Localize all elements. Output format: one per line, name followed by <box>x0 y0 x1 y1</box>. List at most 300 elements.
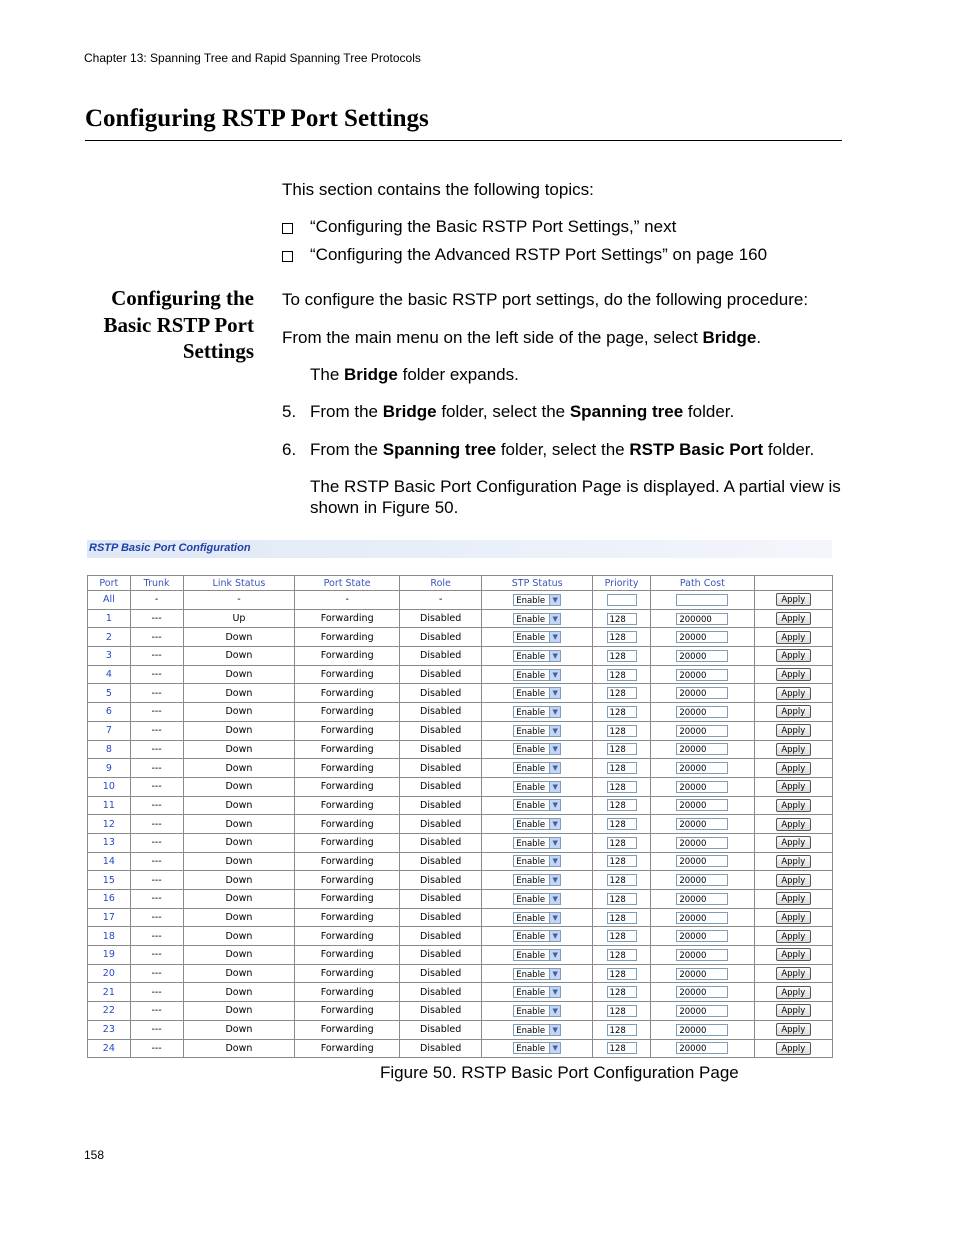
role-cell: Disabled <box>400 609 482 628</box>
port-cell[interactable]: 13 <box>88 833 131 852</box>
stp-status-cell <box>482 628 593 647</box>
stp-status-select[interactable] <box>513 613 561 625</box>
port-cell[interactable]: 10 <box>88 777 131 796</box>
step-text: From the main menu on the left side of the page, select <box>282 328 703 347</box>
port-cell[interactable]: 1 <box>88 609 131 628</box>
stp-status-value: Enable <box>516 726 546 737</box>
priority-input[interactable]: 128 <box>607 687 637 699</box>
apply-cell <box>754 796 832 815</box>
path-cost-input[interactable]: 20000 <box>676 631 728 643</box>
priority-input[interactable]: 128 <box>607 930 637 942</box>
priority-input[interactable]: 128 <box>607 1024 637 1036</box>
stp-status-select[interactable] <box>513 912 561 924</box>
step-text: folder. <box>763 440 815 459</box>
path-cost-input[interactable]: 20000 <box>676 799 728 811</box>
chevron-down-icon[interactable]: ▼ <box>549 744 560 754</box>
table-row <box>88 815 833 834</box>
priority-input[interactable]: 128 <box>607 986 637 998</box>
link-status-cell: Down <box>183 628 295 647</box>
stp-status-select[interactable] <box>513 687 561 699</box>
link-status-cell: Down <box>183 908 295 927</box>
table-row <box>88 852 833 871</box>
chevron-down-icon[interactable]: ▼ <box>549 1043 560 1053</box>
port-cell[interactable]: 15 <box>88 871 131 890</box>
stp-status-select[interactable] <box>513 874 561 886</box>
apply-button[interactable]: Apply <box>776 874 811 887</box>
port-state-cell: Forwarding <box>295 964 400 983</box>
stp-status-cell <box>482 777 593 796</box>
stp-status-cell <box>482 609 593 628</box>
role-cell: - <box>400 591 482 610</box>
path-cost-input[interactable]: 20000 <box>676 949 728 961</box>
chevron-down-icon[interactable]: ▼ <box>549 1025 560 1035</box>
port-state-cell: Forwarding <box>295 927 400 946</box>
priority-input[interactable]: 128 <box>607 968 637 980</box>
stp-status-value: Enable <box>516 764 546 775</box>
table-row <box>88 1039 833 1058</box>
port-cell[interactable]: 12 <box>88 815 131 834</box>
apply-cell <box>754 871 832 890</box>
port-cell[interactable]: 14 <box>88 852 131 871</box>
path-cost-cell <box>651 684 755 703</box>
path-cost-input[interactable]: 20000 <box>676 818 728 830</box>
apply-button[interactable]: Apply <box>776 855 811 868</box>
column-header: Path Cost <box>651 576 755 591</box>
port-cell[interactable]: All <box>88 591 131 610</box>
port-cell[interactable]: 3 <box>88 647 131 666</box>
chevron-down-icon[interactable]: ▼ <box>549 782 560 792</box>
link-status-cell: Down <box>183 964 295 983</box>
stp-status-select[interactable] <box>513 669 561 681</box>
chevron-down-icon[interactable]: ▼ <box>549 950 560 960</box>
step-text: From the <box>310 402 383 421</box>
chevron-down-icon[interactable]: ▼ <box>549 875 560 885</box>
stp-status-select[interactable] <box>513 855 561 867</box>
topic-item <box>282 217 676 237</box>
apply-button[interactable]: Apply <box>776 967 811 980</box>
priority-cell <box>593 964 651 983</box>
stp-status-select[interactable] <box>513 706 561 718</box>
path-cost-input[interactable]: 200000 <box>676 613 728 625</box>
apply-cell <box>754 852 832 871</box>
role-cell: Disabled <box>400 647 482 666</box>
stp-status-select[interactable] <box>513 594 561 606</box>
chevron-down-icon[interactable]: ▼ <box>549 856 560 866</box>
path-cost-input[interactable]: 20000 <box>676 762 728 774</box>
path-cost-input[interactable]: 20000 <box>676 855 728 867</box>
chevron-down-icon[interactable]: ▼ <box>549 707 560 717</box>
port-state-cell: Forwarding <box>295 833 400 852</box>
port-state-cell: Forwarding <box>295 609 400 628</box>
step-bold: Bridge <box>702 328 757 347</box>
stp-status-value: Enable <box>516 894 546 905</box>
trunk-cell: --- <box>130 684 183 703</box>
path-cost-input[interactable]: 20000 <box>676 874 728 886</box>
path-cost-input[interactable]: 20000 <box>676 725 728 737</box>
stp-status-cell <box>482 890 593 909</box>
chevron-down-icon[interactable]: ▼ <box>549 670 560 680</box>
role-cell: Disabled <box>400 964 482 983</box>
port-state-cell: Forwarding <box>295 740 400 759</box>
stp-status-value: Enable <box>516 614 546 625</box>
stp-status-select[interactable] <box>513 986 561 998</box>
chevron-down-icon[interactable]: ▼ <box>549 614 560 624</box>
topic-item <box>282 245 767 265</box>
apply-cell <box>754 1002 832 1021</box>
stp-status-value: Enable <box>516 1025 546 1036</box>
priority-input[interactable]: 128 <box>607 855 637 867</box>
priority-input[interactable]: 128 <box>607 669 637 681</box>
port-cell[interactable]: 8 <box>88 740 131 759</box>
port-state-cell: Forwarding <box>295 759 400 778</box>
port-state-cell: Forwarding <box>295 890 400 909</box>
stp-status-select[interactable] <box>513 650 561 662</box>
path-cost-cell <box>651 796 755 815</box>
apply-button[interactable]: Apply <box>776 762 811 775</box>
role-cell: Disabled <box>400 833 482 852</box>
priority-cell <box>593 740 651 759</box>
port-cell[interactable]: 18 <box>88 927 131 946</box>
priority-input[interactable]: 128 <box>607 893 637 905</box>
path-cost-input[interactable]: 20000 <box>676 1042 728 1054</box>
stp-status-value: Enable <box>516 745 546 756</box>
role-cell: Disabled <box>400 665 482 684</box>
table-row <box>88 684 833 703</box>
stp-status-select[interactable] <box>513 631 561 643</box>
chevron-down-icon[interactable]: ▼ <box>549 1006 560 1016</box>
stp-status-value: Enable <box>516 857 546 868</box>
trunk-cell: --- <box>130 703 183 722</box>
table-row <box>88 871 833 890</box>
priority-input[interactable]: 128 <box>607 650 637 662</box>
apply-button[interactable]: Apply <box>776 687 811 700</box>
table-row <box>88 1002 833 1021</box>
column-header: Role <box>400 576 482 591</box>
stp-status-cell <box>482 1020 593 1039</box>
path-cost-cell <box>651 609 755 628</box>
chevron-down-icon[interactable]: ▼ <box>549 931 560 941</box>
port-state-cell: Forwarding <box>295 946 400 965</box>
link-status-cell: Down <box>183 927 295 946</box>
step-bold: Spanning tree <box>569 402 684 421</box>
priority-cell <box>593 647 651 666</box>
port-state-cell: Forwarding <box>295 721 400 740</box>
path-cost-cell <box>651 946 755 965</box>
path-cost-cell <box>651 852 755 871</box>
stp-status-cell <box>482 946 593 965</box>
stp-status-cell <box>482 871 593 890</box>
priority-input[interactable]: 128 <box>607 912 637 924</box>
chevron-down-icon[interactable]: ▼ <box>549 651 560 661</box>
apply-button[interactable]: Apply <box>776 705 811 718</box>
priority-cell <box>593 796 651 815</box>
path-cost-input[interactable]: 20000 <box>676 650 728 662</box>
port-cell[interactable]: 4 <box>88 665 131 684</box>
path-cost-cell <box>651 927 755 946</box>
port-state-cell: Forwarding <box>295 815 400 834</box>
priority-input[interactable]: 128 <box>607 1005 637 1017</box>
apply-cell <box>754 665 832 684</box>
apply-button[interactable]: Apply <box>776 668 811 681</box>
port-cell[interactable]: 19 <box>88 946 131 965</box>
trunk-cell: --- <box>130 777 183 796</box>
path-cost-cell <box>651 777 755 796</box>
apply-cell <box>754 684 832 703</box>
apply-cell <box>754 927 832 946</box>
port-cell[interactable]: 2 <box>88 628 131 647</box>
apply-button[interactable]: Apply <box>776 593 811 606</box>
table-row <box>88 983 833 1002</box>
chevron-down-icon[interactable]: ▼ <box>549 913 560 923</box>
chevron-down-icon[interactable]: ▼ <box>549 838 560 848</box>
step-text: folder, select the <box>436 402 570 421</box>
column-header: Port <box>88 576 131 591</box>
stp-status-cell <box>482 833 593 852</box>
table-row <box>88 740 833 759</box>
apply-button[interactable]: Apply <box>776 724 811 737</box>
apply-cell <box>754 1020 832 1039</box>
section-heading <box>85 285 254 365</box>
priority-cell <box>593 665 651 684</box>
priority-cell <box>593 628 651 647</box>
path-cost-input[interactable]: 20000 <box>676 912 728 924</box>
trunk-cell: --- <box>130 908 183 927</box>
stp-status-value: Enable <box>516 969 546 980</box>
step-text: The <box>310 365 345 384</box>
table-row <box>88 628 833 647</box>
stp-status-select[interactable] <box>513 893 561 905</box>
priority-cell <box>593 759 651 778</box>
apply-button[interactable]: Apply <box>776 631 811 644</box>
checkbox-bullet-icon <box>282 251 293 262</box>
priority-input[interactable]: 128 <box>607 781 637 793</box>
path-cost-input[interactable]: 20000 <box>676 743 728 755</box>
stp-status-select[interactable] <box>513 968 561 980</box>
priority-input[interactable]: 128 <box>607 818 637 830</box>
priority-input[interactable]: 128 <box>607 725 637 737</box>
path-cost-input[interactable]: 20000 <box>676 1024 728 1036</box>
priority-input[interactable]: 128 <box>607 1042 637 1054</box>
port-cell[interactable]: 23 <box>88 1020 131 1039</box>
chevron-down-icon[interactable]: ▼ <box>549 595 560 605</box>
path-cost-input[interactable] <box>676 594 728 606</box>
chevron-down-icon[interactable]: ▼ <box>549 726 560 736</box>
link-status-cell: Down <box>183 740 295 759</box>
stp-status-value: Enable <box>516 932 546 943</box>
trunk-cell: --- <box>130 740 183 759</box>
link-status-cell: Down <box>183 890 295 909</box>
role-cell: Disabled <box>400 684 482 703</box>
step-text: . <box>756 328 762 347</box>
path-cost-cell <box>651 591 755 610</box>
link-status-cell: Down <box>183 983 295 1002</box>
stp-status-cell <box>482 815 593 834</box>
stp-status-select[interactable] <box>513 1005 561 1017</box>
trunk-cell: --- <box>130 1020 183 1039</box>
stp-status-cell <box>482 740 593 759</box>
path-cost-cell <box>651 721 755 740</box>
apply-button[interactable]: Apply <box>776 986 811 999</box>
apply-button[interactable]: Apply <box>776 743 811 756</box>
apply-button[interactable]: Apply <box>776 818 811 831</box>
column-header <box>754 576 832 591</box>
port-cell[interactable]: 24 <box>88 1039 131 1058</box>
stp-status-select[interactable] <box>513 781 561 793</box>
stp-status-select[interactable] <box>513 818 561 830</box>
link-status-cell: Down <box>183 1020 295 1039</box>
path-cost-input[interactable]: 20000 <box>676 669 728 681</box>
port-cell[interactable]: 16 <box>88 890 131 909</box>
priority-cell <box>593 1002 651 1021</box>
apply-button[interactable]: Apply <box>776 1023 811 1036</box>
path-cost-input[interactable]: 20000 <box>676 930 728 942</box>
table-row <box>88 796 833 815</box>
priority-input[interactable]: 128 <box>607 631 637 643</box>
path-cost-input[interactable]: 20000 <box>676 893 728 905</box>
link-status-cell: Down <box>183 852 295 871</box>
stp-status-select[interactable] <box>513 837 561 849</box>
port-cell[interactable]: 6 <box>88 703 131 722</box>
table-row <box>88 665 833 684</box>
role-cell: Disabled <box>400 1020 482 1039</box>
priority-input[interactable]: 128 <box>607 949 637 961</box>
priority-input[interactable]: 128 <box>607 762 637 774</box>
apply-button[interactable]: Apply <box>776 836 811 849</box>
priority-cell <box>593 927 651 946</box>
path-cost-input[interactable]: 20000 <box>676 837 728 849</box>
apply-button[interactable]: Apply <box>776 892 811 905</box>
role-cell: Disabled <box>400 628 482 647</box>
topic-link: “Configuring the Basic RSTP Port Settings,” next <box>310 217 677 236</box>
apply-button[interactable]: Apply <box>776 911 811 924</box>
stp-status-select[interactable] <box>513 1042 561 1054</box>
stp-status-value: Enable <box>516 950 546 961</box>
stp-status-cell <box>482 665 593 684</box>
chevron-down-icon[interactable]: ▼ <box>549 632 560 642</box>
stp-status-select[interactable] <box>513 949 561 961</box>
chevron-down-icon[interactable]: ▼ <box>549 894 560 904</box>
port-state-cell: Forwarding <box>295 628 400 647</box>
path-cost-input[interactable]: 20000 <box>676 1005 728 1017</box>
apply-button[interactable]: Apply <box>776 1004 811 1017</box>
trunk-cell: --- <box>130 1002 183 1021</box>
chevron-down-icon[interactable]: ▼ <box>549 819 560 829</box>
apply-button[interactable]: Apply <box>776 1042 811 1055</box>
path-cost-cell <box>651 703 755 722</box>
port-cell[interactable]: 11 <box>88 796 131 815</box>
port-state-cell: Forwarding <box>295 796 400 815</box>
stp-status-select[interactable] <box>513 1024 561 1036</box>
table-row-all <box>88 591 833 610</box>
trunk-cell: --- <box>130 647 183 666</box>
apply-button[interactable]: Apply <box>776 930 811 943</box>
port-cell[interactable]: 17 <box>88 908 131 927</box>
priority-cell <box>593 777 651 796</box>
apply-cell <box>754 890 832 909</box>
trunk-cell: - <box>130 591 183 610</box>
stp-status-select[interactable] <box>513 762 561 774</box>
trunk-cell: --- <box>130 759 183 778</box>
priority-input[interactable]: 128 <box>607 613 637 625</box>
page-number: 158 <box>84 1148 105 1162</box>
path-cost-cell <box>651 983 755 1002</box>
trunk-cell: --- <box>130 871 183 890</box>
chevron-down-icon[interactable]: ▼ <box>549 969 560 979</box>
page-title: Configuring RSTP Port Settings <box>85 105 429 132</box>
role-cell: Disabled <box>400 721 482 740</box>
chevron-down-icon[interactable]: ▼ <box>549 763 560 773</box>
apply-button[interactable]: Apply <box>776 948 811 961</box>
path-cost-input[interactable]: 20000 <box>676 687 728 699</box>
procedure-intro: To configure the basic RSTP port settings, do the following procedure: <box>282 290 809 309</box>
stp-status-select[interactable] <box>513 930 561 942</box>
chevron-down-icon[interactable]: ▼ <box>549 987 560 997</box>
port-cell[interactable]: 22 <box>88 1002 131 1021</box>
step-bold: Bridge <box>382 402 437 421</box>
priority-cell <box>593 852 651 871</box>
apply-button[interactable]: Apply <box>776 780 811 793</box>
trunk-cell: --- <box>130 721 183 740</box>
port-state-cell: Forwarding <box>295 1039 400 1058</box>
port-state-cell: Forwarding <box>295 665 400 684</box>
path-cost-cell <box>651 628 755 647</box>
apply-cell <box>754 609 832 628</box>
priority-input[interactable]: 128 <box>607 874 637 886</box>
stp-status-value: Enable <box>516 876 546 887</box>
port-cell[interactable]: 5 <box>88 684 131 703</box>
column-header: Link Status <box>183 576 295 591</box>
port-cell[interactable]: 21 <box>88 983 131 1002</box>
priority-input[interactable] <box>607 594 637 606</box>
priority-cell <box>593 871 651 890</box>
path-cost-cell <box>651 759 755 778</box>
priority-input[interactable]: 128 <box>607 743 637 755</box>
stp-status-value: Enable <box>516 838 546 849</box>
stp-status-cell <box>482 721 593 740</box>
table-row <box>88 1020 833 1039</box>
role-cell: Disabled <box>400 871 482 890</box>
stp-status-select[interactable] <box>513 725 561 737</box>
path-cost-input[interactable]: 20000 <box>676 968 728 980</box>
apply-button[interactable]: Apply <box>776 649 811 662</box>
priority-input[interactable]: 128 <box>607 799 637 811</box>
apply-button[interactable]: Apply <box>776 612 811 625</box>
priority-input[interactable]: 128 <box>607 706 637 718</box>
table-row <box>88 946 833 965</box>
step-bold: Spanning tree <box>382 440 497 459</box>
priority-cell <box>593 609 651 628</box>
chevron-down-icon[interactable]: ▼ <box>549 800 560 810</box>
priority-input[interactable]: 128 <box>607 837 637 849</box>
port-cell[interactable]: 9 <box>88 759 131 778</box>
apply-button[interactable]: Apply <box>776 799 811 812</box>
link-status-cell: - <box>183 591 295 610</box>
title-rule <box>85 140 842 141</box>
path-cost-input[interactable]: 20000 <box>676 706 728 718</box>
path-cost-input[interactable]: 20000 <box>676 781 728 793</box>
port-cell[interactable]: 7 <box>88 721 131 740</box>
apply-cell <box>754 759 832 778</box>
path-cost-input[interactable]: 20000 <box>676 986 728 998</box>
link-status-cell: Down <box>183 796 295 815</box>
stp-status-select[interactable] <box>513 799 561 811</box>
path-cost-cell <box>651 908 755 927</box>
stp-status-select[interactable] <box>513 743 561 755</box>
priority-cell <box>593 908 651 927</box>
port-cell[interactable]: 20 <box>88 964 131 983</box>
path-cost-cell <box>651 1039 755 1058</box>
chevron-down-icon[interactable]: ▼ <box>549 688 560 698</box>
